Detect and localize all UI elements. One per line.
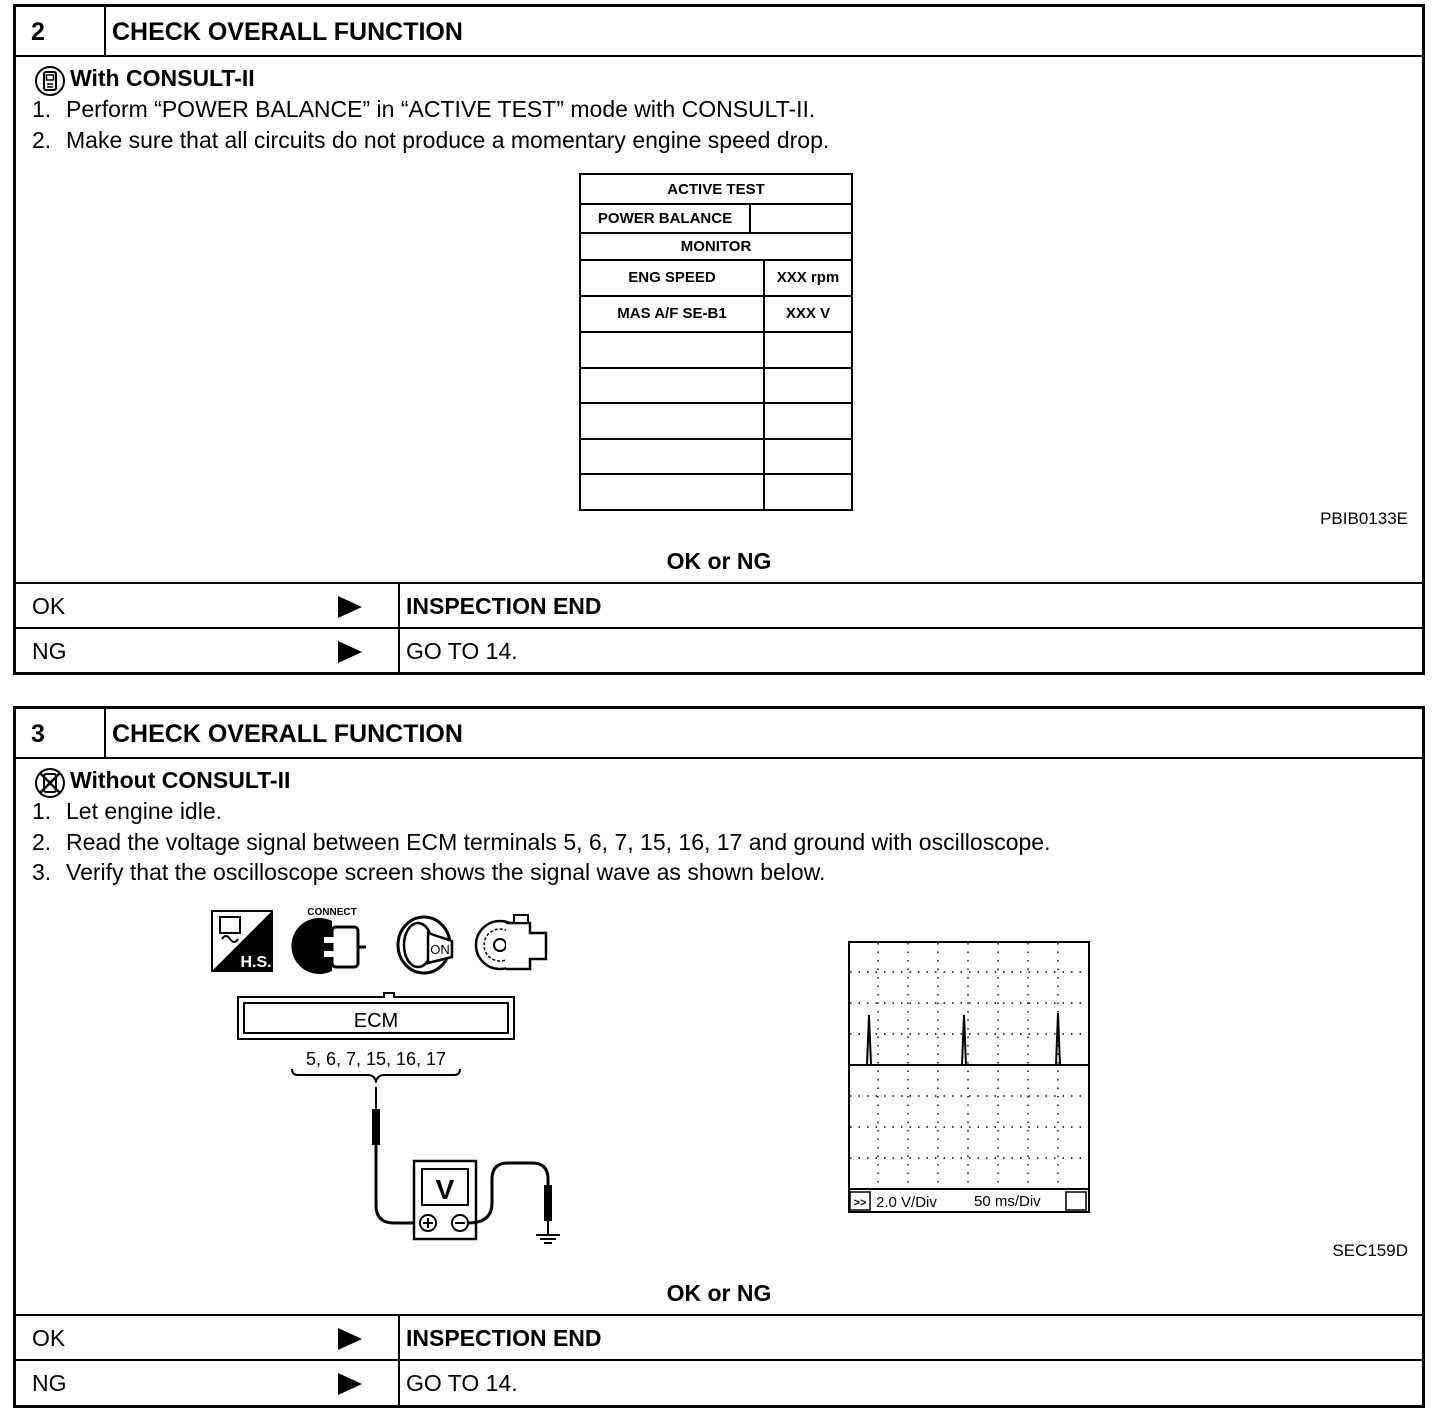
step-title: CHECK OVERALL FUNCTION bbox=[112, 18, 463, 46]
subheading-label: Without CONSULT-II bbox=[70, 767, 291, 793]
ok-or-ng-label: OK or NG bbox=[666, 548, 772, 574]
result-row-ok bbox=[16, 582, 1422, 627]
ecm-connector bbox=[238, 993, 514, 1039]
figure-code: PBIB0133E bbox=[1320, 509, 1408, 528]
engine-icon bbox=[476, 915, 546, 969]
active-test-title: ACTIVE TEST bbox=[667, 181, 765, 198]
result-label: NG bbox=[32, 638, 67, 664]
result-label: OK bbox=[32, 593, 66, 619]
step-3-block bbox=[13, 706, 1425, 1408]
step-number: 3 bbox=[31, 720, 45, 748]
table-row-value: XXX rpm bbox=[776, 269, 840, 286]
measurement-diagram bbox=[206, 905, 566, 1245]
terminal-numbers: 5, 6, 7, 15, 16, 17 bbox=[305, 1049, 447, 1069]
result-action: GO TO 14. bbox=[406, 638, 518, 664]
table-row-label: MAS A/F SE-B1 bbox=[617, 305, 727, 322]
subheading-label: With CONSULT-II bbox=[70, 65, 255, 91]
instruction-step: 2. Make sure that all circuits do not produce a momentary engine speed drop. bbox=[32, 127, 830, 153]
result-action: INSPECTION END bbox=[406, 1325, 602, 1351]
monitor-label: MONITOR bbox=[680, 238, 752, 255]
no-consult-icon bbox=[34, 767, 66, 799]
result-row-ok bbox=[16, 1314, 1422, 1359]
arrow-right-icon bbox=[338, 641, 362, 663]
voltmeter-label: V bbox=[435, 1174, 455, 1205]
step-2-header bbox=[16, 7, 1422, 57]
hs-label: H.S. bbox=[240, 954, 272, 971]
figure-code: SEC159D bbox=[1332, 1241, 1408, 1260]
on-label: ON bbox=[430, 942, 450, 957]
step-number-cell bbox=[16, 709, 106, 757]
ecm-label: ECM bbox=[353, 1010, 399, 1032]
step-number: 2 bbox=[31, 18, 45, 46]
active-test-table bbox=[579, 173, 853, 511]
result-action: GO TO 14. bbox=[406, 1370, 518, 1396]
ok-or-ng-label: OK or NG bbox=[666, 1280, 772, 1306]
result-label: NG bbox=[32, 1370, 67, 1396]
table-row-value: XXX V bbox=[785, 305, 831, 322]
voltmeter bbox=[414, 1161, 476, 1239]
hot-engine-icon bbox=[212, 911, 272, 971]
volts-per-div: 2.0 V/Div bbox=[876, 1194, 937, 1211]
arrow-right-icon bbox=[338, 1373, 362, 1395]
power-balance-label: POWER BALANCE bbox=[597, 210, 733, 227]
oscilloscope-screen bbox=[848, 941, 1092, 1217]
connect-label: CONNECT bbox=[307, 907, 357, 918]
result-row-ng bbox=[16, 627, 1422, 672]
instruction-step: 3. Verify that the oscilloscope screen shows the signal wave as shown below. bbox=[32, 859, 826, 885]
arrow-right-icon bbox=[338, 596, 362, 618]
instruction-step: 1. Let engine idle. bbox=[32, 798, 223, 824]
result-label: OK bbox=[32, 1325, 66, 1351]
connector-icon bbox=[291, 907, 366, 974]
instruction-step: 2. Read the voltage signal between ECM terminals 5, 6, 7, 15, 16, 17 and ground with oscilloscope. bbox=[32, 829, 1051, 855]
table-row-label: ENG SPEED bbox=[628, 269, 716, 286]
scope-marker: >> bbox=[853, 1197, 867, 1209]
arrow-right-icon bbox=[338, 1328, 362, 1350]
ignition-on-icon bbox=[398, 917, 452, 973]
result-row-ng bbox=[16, 1359, 1422, 1404]
step-number-cell bbox=[16, 7, 106, 55]
consult-icon bbox=[34, 65, 66, 97]
result-action: INSPECTION END bbox=[406, 593, 602, 619]
step-3-header bbox=[16, 709, 1422, 759]
instruction-step: 1. Perform “POWER BALANCE” in “ACTIVE TEST” mode with CONSULT-II. bbox=[32, 96, 816, 122]
time-per-div: 50 ms/Div bbox=[974, 1193, 1041, 1210]
step-2-block bbox=[13, 4, 1425, 675]
step-title: CHECK OVERALL FUNCTION bbox=[112, 720, 463, 748]
